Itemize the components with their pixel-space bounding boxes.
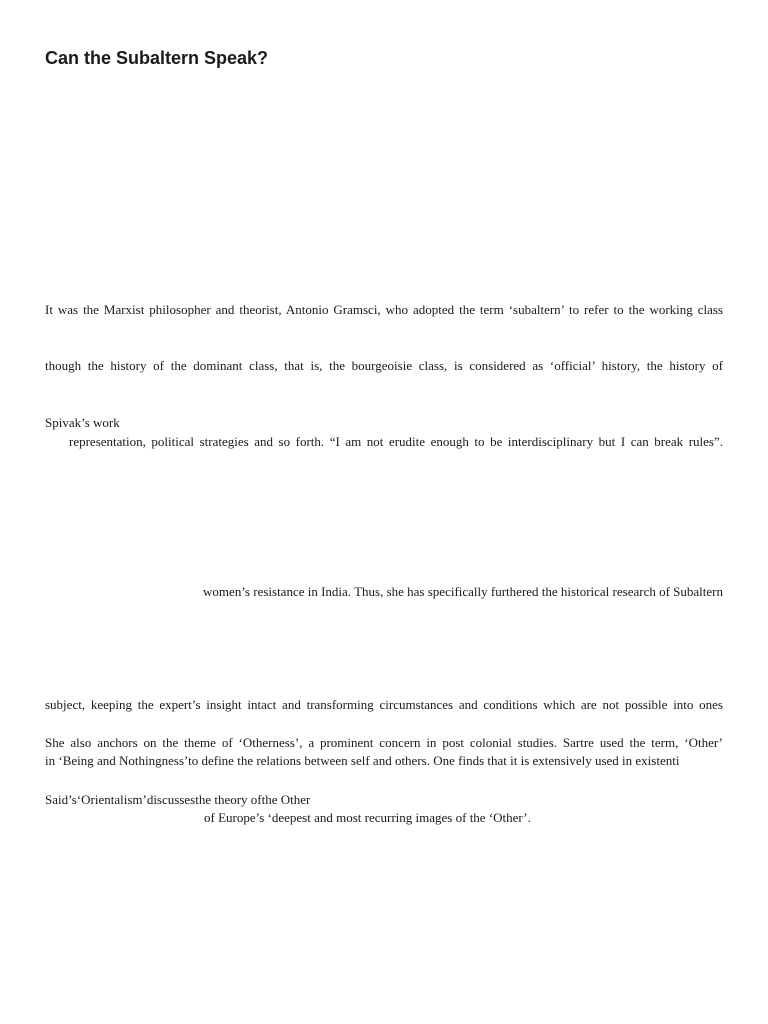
paragraph-line-womens-resistance: women’s resistance in India. Thus, she has specifically furthered the historical research of Subaltern: [203, 584, 723, 599]
paragraph-line-gramsci: It was the Marxist philosopher and theorist, Antonio Gramsci, who adopted the term ‘subaltern’ to refer to the working class: [45, 302, 723, 317]
page-title: Can the Subaltern Speak?: [45, 48, 269, 68]
paragraph-line-representation: representation, political strategies and so forth. “I am not erudite enough to be interdisciplinary but I can break rules”.: [69, 434, 723, 449]
paragraph-line-otherness-1: She also anchors on the theme of ‘Otherness’, a prominent concern in post colonial studies. Sartre used the term, ‘Other’: [45, 735, 723, 750]
paragraph-line-spivak-work: Spivak’s work: [45, 415, 120, 430]
paragraph-line-otherness-2: in ‘Being and Nothingness’to define the relations between self and others. One finds that it is extensively used in existenti: [45, 753, 680, 768]
paragraph-line-subject: subject, keeping the expert’s insight intact and transforming circumstances and conditions which are not possible into ones: [45, 697, 723, 712]
paragraph-line-said: Said’s‘Orientalism’discussesthe theory ofthe Other: [45, 792, 311, 807]
paragraph-line-europe: of Europe’s ‘deepest and most recurring images of the ‘Other’.: [204, 810, 531, 825]
paragraph-line-history: though the history of the dominant class, that is, the bourgeoisie class, is considered as ‘official’ history, the history of: [45, 358, 723, 373]
